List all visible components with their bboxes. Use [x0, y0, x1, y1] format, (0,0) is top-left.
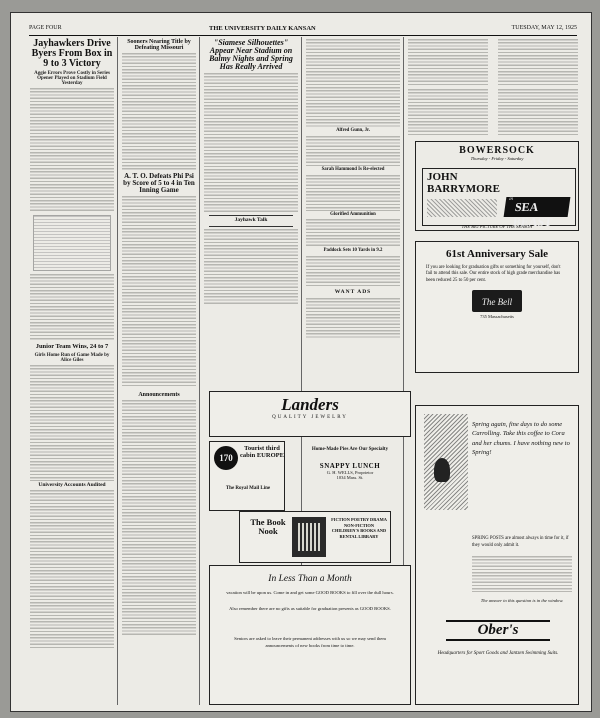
- jeweler-name: Landers: [281, 395, 339, 414]
- ad-tourist-europe: [209, 441, 285, 511]
- subhead-aggie: Aggie Errors Prove Costly in Series Opener Played on Stadium Field Yesterday: [34, 71, 110, 86]
- column-rule: [117, 37, 118, 705]
- headline-paddock: Paddock Sets 10 Yards in 9.2: [323, 248, 383, 254]
- star-first: JOHN: [427, 171, 458, 183]
- ad-less-than-a-month: [209, 565, 411, 705]
- column-rule: [199, 37, 200, 705]
- headline-ato: A. T. O. Defeats Phi Psi by Score of 5 to 4 in Ten Inning Game: [123, 172, 195, 194]
- article-text: [204, 229, 298, 306]
- headline-accounts: University Accounts Audited: [38, 481, 106, 488]
- article-text: [204, 73, 298, 213]
- headline-silhouettes: "Siamese Silhouettes" Appear Near Stadium on Balmy Nights and Spring Has Really Arrived: [209, 38, 293, 71]
- article-text: [306, 256, 400, 288]
- obers-footer: Headquarters for Sport Goods and Jantzen Swimming Suits.: [437, 651, 559, 656]
- headline-announcements: Announcements: [138, 392, 180, 398]
- bookstore-illustration: [292, 517, 326, 557]
- obers-logo: Ober's: [446, 620, 550, 641]
- headline-ammunition: Glorified Ammunition: [330, 211, 376, 217]
- article-text: [306, 219, 400, 247]
- ad-book-nook: [239, 511, 391, 563]
- issue-date: TUESDAY, MAY 12, 1925: [511, 25, 577, 31]
- star-last: BARRYMORE: [427, 183, 500, 195]
- obers-script: Spring again, fine days to do some Carrolling. Take this coffee to Cora and her chums. I have nothing new to Spring!: [472, 421, 570, 457]
- theater-name: BOWERSOCK: [459, 145, 535, 156]
- obers-body-lines: [472, 556, 572, 592]
- classified-text: [408, 89, 488, 135]
- headline-junior-team: Junior Team Wins, 24 to 7: [35, 343, 109, 350]
- subhead-girls: Girls Home Run of Game Made by Alice Giles: [34, 352, 110, 363]
- headline-want-ads: WANT ADS: [334, 289, 372, 296]
- title-banner: [504, 197, 571, 229]
- article-text: [122, 196, 196, 388]
- month-line-3: Seniors are asked to leave their permanent addresses with us so we may send them announcements of new books from time to time.: [234, 636, 386, 648]
- classified-text: [408, 39, 488, 85]
- headline-hammond: Sarah Hammond Is Re-elected: [321, 166, 385, 172]
- ad-illustration: [427, 199, 497, 217]
- headline-jayhawkers: Jayhawkers Drive Byers From Box in 9 to 3 Victory: [31, 38, 113, 69]
- column-sports: [29, 37, 115, 705]
- newspaper-page: [10, 12, 592, 712]
- price-badge: 170: [214, 446, 238, 470]
- show-days: Thursday - Friday - Saturday: [470, 156, 524, 161]
- article-text: [306, 175, 400, 211]
- headline-sooners: Sooners Nearing Title by Defeating Missouri: [127, 39, 191, 51]
- tourist-title: Tourist third cabin EUROPE: [240, 445, 284, 459]
- film-title: SEA BEAST: [511, 200, 554, 229]
- obers-note: The answer to this question is in the window.: [480, 598, 564, 603]
- article-text: [30, 490, 114, 650]
- box-score-table: [33, 215, 111, 271]
- headline-gunn: Alfred Gunn, Jr.: [336, 128, 370, 133]
- store-logo: [472, 290, 522, 312]
- article-text: [306, 39, 400, 127]
- sale-title: 61st Anniversary Sale: [445, 248, 549, 260]
- classified-text: [498, 89, 578, 135]
- lunch-owner: G. H. WELLS, Proprietor: [326, 470, 374, 475]
- article-text: [122, 400, 196, 636]
- masthead: [29, 23, 577, 36]
- bookstore-name: The Book Nook: [250, 517, 286, 536]
- sale-body: If you are looking for graduation gifts or something for yourself, don't fail to attend this sale. Our entire stock of high grade merchandise has been reduced 25 to 50 per cent.: [426, 264, 561, 283]
- lunch-lead: Home-Made Pies Are Our Specialty: [311, 447, 389, 452]
- month-title: In Less Than a Month: [268, 574, 352, 584]
- ad-obers: [415, 405, 579, 705]
- bookstore-items: FICTION POETRY DRAMA NON-FICTION CHILDREN'S BOOKS AND RENTAL LIBRARY: [331, 517, 387, 540]
- article-text: [30, 88, 114, 212]
- month-line-1: vacation will be upon us. Come in and get some GOOD BOOKS to fill over the dull hours.: [226, 590, 394, 595]
- ad-landers: [209, 391, 411, 437]
- article-text: [122, 53, 196, 171]
- classified-text: [498, 39, 578, 85]
- paper-title: THE UNIVERSITY DAILY KANSAN: [209, 25, 316, 32]
- figure-illustration: [434, 458, 450, 482]
- store-name: The Bell: [481, 297, 513, 308]
- lunch-name: SNAPPY LUNCH: [319, 462, 381, 470]
- obers-body: SPRING POSTS are almost always in time for it, if they would only admit it.: [472, 536, 569, 548]
- classified-text: [306, 298, 400, 338]
- article-text: [30, 365, 114, 481]
- article-text: [30, 274, 114, 340]
- lunch-address: 1034 Mass. St.: [336, 475, 364, 480]
- column-classifieds: [407, 37, 579, 141]
- column-sports-2: [121, 37, 197, 705]
- ad-tagline: THE BIG PICTURE OF THE SEASON: [461, 224, 533, 229]
- tourist-line: The Royal Mail Line: [225, 486, 271, 491]
- article-text: [306, 136, 400, 166]
- column-feature: [203, 37, 299, 305]
- store-address: 735 Massachusetts: [480, 314, 514, 320]
- month-line-2: Also remember there are no gifts as suitable for graduation presents as GOOD BOOKS.: [229, 606, 391, 612]
- jeweler-tag: QUALITY JEWELRY: [272, 415, 348, 420]
- column-news: [305, 37, 401, 371]
- page-number: PAGE FOUR: [29, 25, 62, 31]
- ad-anniversary-sale: [415, 241, 579, 373]
- title-prefix: in: [508, 197, 514, 202]
- ad-snappy-lunch: [289, 441, 411, 511]
- headline-jayhawk-talk: Jayhawk Talk: [234, 217, 268, 223]
- ad-bowersock: [415, 141, 579, 231]
